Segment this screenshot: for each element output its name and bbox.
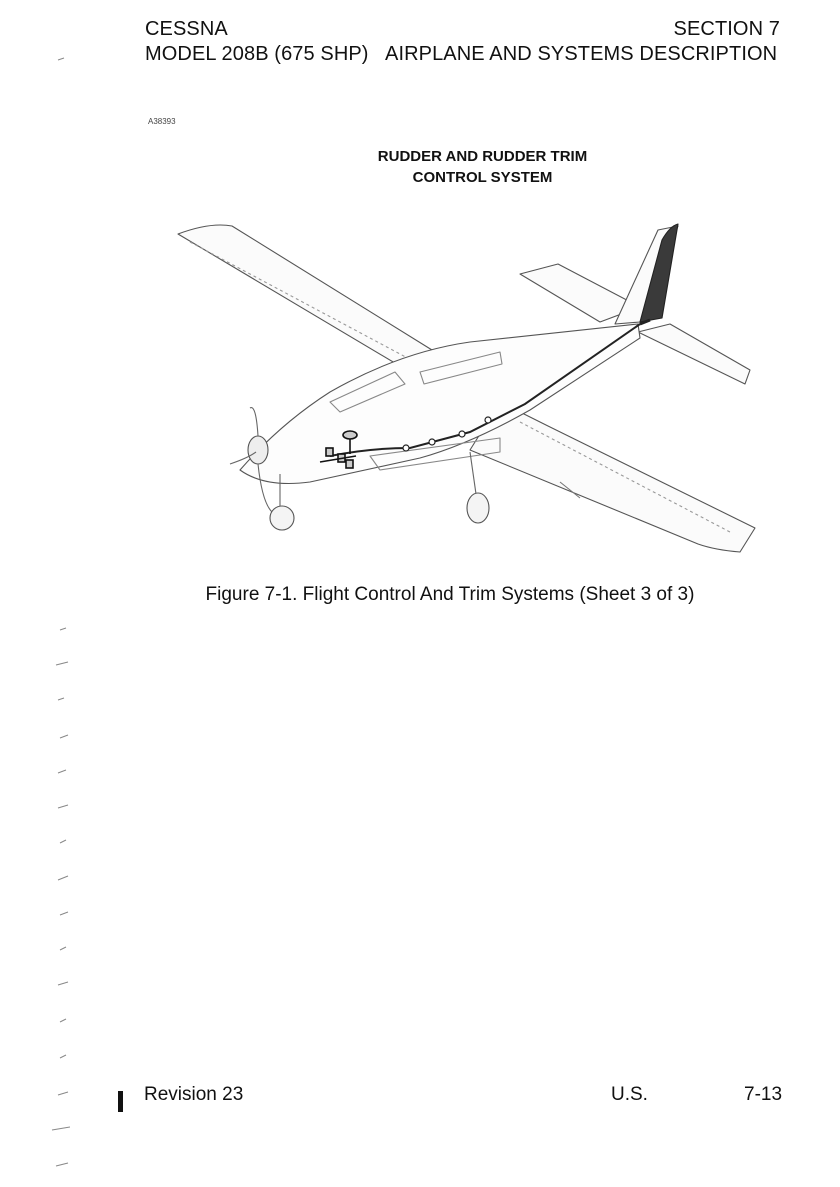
- nose-wheel: [270, 506, 294, 530]
- footer-page-number: 7-13: [744, 1084, 783, 1105]
- propeller-hub: [248, 436, 268, 464]
- revision-change-bar: [118, 1091, 123, 1112]
- header-section-title: AIRPLANE AND SYSTEMS DESCRIPTION: [385, 43, 778, 65]
- figure-id: A38393: [148, 117, 176, 126]
- figure-title-line2: CONTROL SYSTEM: [412, 169, 553, 186]
- footer-region: U.S.: [611, 1084, 648, 1105]
- left-wing: [178, 225, 432, 372]
- figure-title: [300, 146, 665, 188]
- footer-revision: Revision 23: [144, 1084, 244, 1105]
- right-wing: [470, 402, 755, 552]
- header-manufacturer: CESSNA: [145, 18, 228, 40]
- main-wheel: [467, 493, 489, 523]
- right-stabilizer: [638, 324, 750, 384]
- figure-title-line1: RUDDER AND RUDDER TRIM: [377, 148, 588, 165]
- airplane-illustration: [170, 212, 770, 562]
- figure-caption: Figure 7-1. Flight Control And Trim Systems (Sheet 3 of 3): [205, 584, 695, 605]
- header-section: SECTION 7: [673, 18, 780, 40]
- header-model: MODEL 208B (675 SHP): [145, 43, 369, 65]
